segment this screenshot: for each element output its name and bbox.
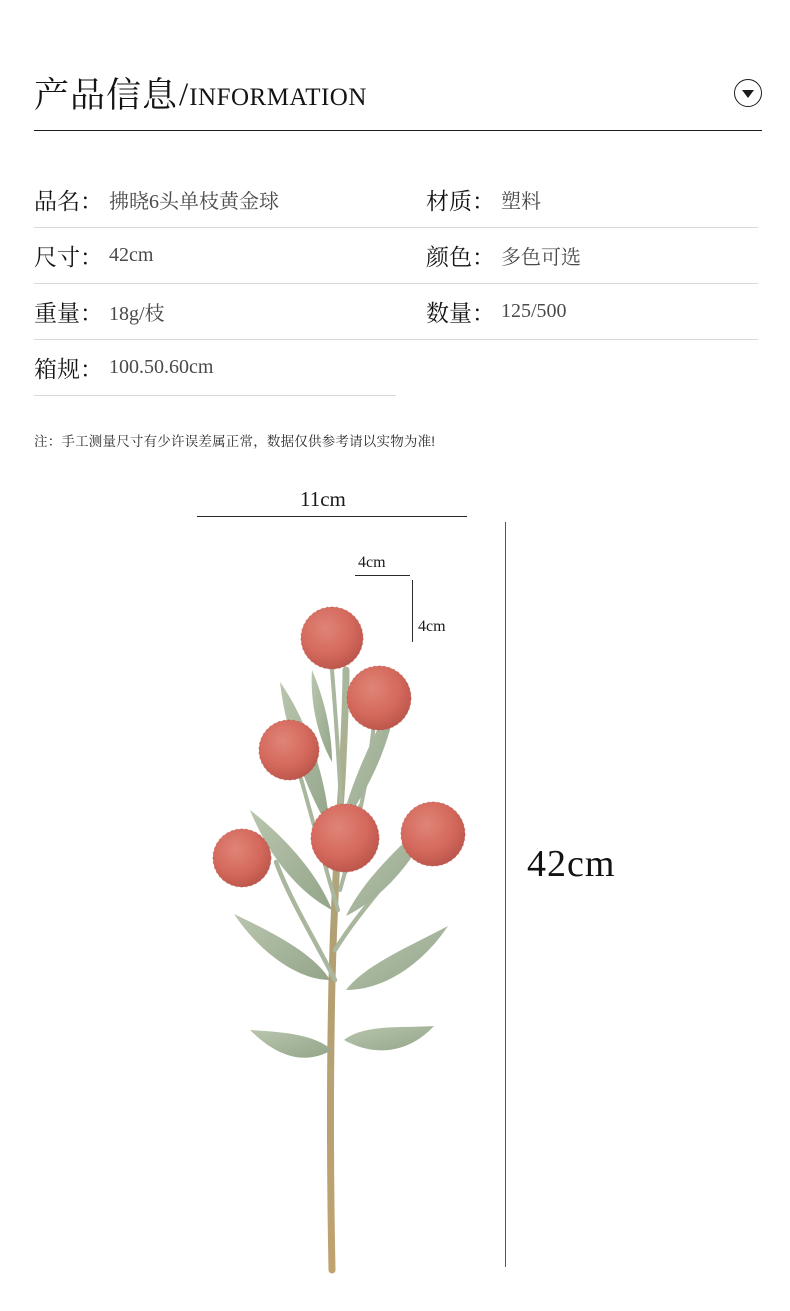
- spec-value: 125/500: [501, 300, 567, 322]
- table-row: [34, 284, 758, 340]
- page-title-en: INFORMATION: [189, 84, 367, 111]
- dimension-label-bloom-height: 4cm: [418, 618, 446, 635]
- spec-label: 品名：: [34, 189, 103, 214]
- spec-cell-material: [396, 172, 758, 228]
- dimension-label-bloom-width: 4cm: [358, 554, 386, 571]
- table-row: [34, 228, 758, 284]
- flower-bloom: [311, 804, 379, 872]
- page-header-inner: [34, 56, 762, 131]
- spec-cell-quantity: [396, 284, 758, 340]
- spec-value: 42cm: [109, 244, 154, 266]
- spec-label: 箱规：: [34, 357, 103, 382]
- flower-stem-illustration: [180, 510, 510, 1280]
- spec-cell-name: [34, 172, 396, 228]
- flower-bloom: [401, 802, 465, 866]
- flower-bloom: [301, 607, 363, 669]
- page-header: [0, 56, 790, 130]
- spec-table: [34, 172, 758, 396]
- measurement-note: 注：手工测量尺寸有少许误差属正常，数据仅供参考请以实物为准!: [34, 434, 436, 449]
- spec-value: 18g/枝: [109, 303, 165, 325]
- spec-label: 尺寸：: [34, 245, 103, 270]
- page-title-cn: 产品信息: [34, 75, 179, 115]
- flower-bloom: [213, 829, 271, 887]
- page-title-separator: /: [179, 76, 189, 113]
- table-row: [34, 340, 758, 396]
- flower-bloom: [347, 666, 411, 730]
- spec-value: 100.50.60cm: [109, 356, 214, 378]
- spec-label: 数量：: [426, 301, 495, 326]
- spec-label: 材质：: [426, 189, 495, 214]
- spec-label: 颜色：: [426, 245, 495, 270]
- spec-cell-carton: [34, 340, 396, 396]
- spec-cell-color: [396, 228, 758, 284]
- spec-value: 多色可选: [501, 247, 581, 269]
- spec-value: 塑料: [501, 191, 541, 213]
- chevron-down-glyph: [742, 90, 754, 98]
- spec-cell-size: [34, 228, 396, 284]
- dimension-label-width: 11cm: [300, 487, 346, 511]
- product-figure: [0, 470, 790, 1300]
- table-row: [34, 172, 758, 228]
- spec-cell-empty: [396, 340, 758, 396]
- spec-cell-weight: [34, 284, 396, 340]
- chevron-down-circle-icon[interactable]: [734, 79, 762, 107]
- spec-value: 拂晓6头单枝黄金球: [109, 191, 279, 213]
- spec-label: 重量：: [34, 301, 103, 326]
- dimension-label-height: 42cm: [527, 843, 616, 885]
- flower-bloom: [259, 720, 319, 780]
- product-image: [180, 510, 510, 1280]
